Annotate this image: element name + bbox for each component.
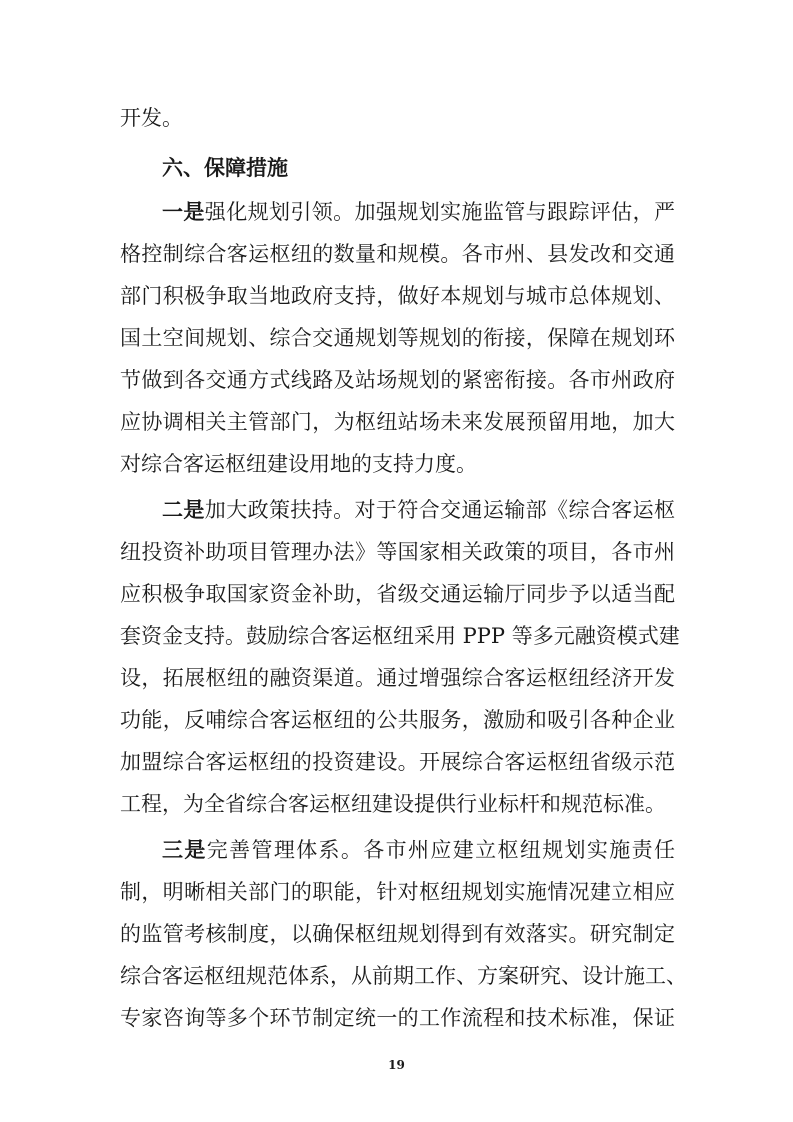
page-number: 19 <box>388 1058 405 1072</box>
paragraph-2-line-2: 纽投资补助项目管理办法》等国家相关政策的项目，各市州 <box>120 540 675 564</box>
paragraph-1-line-6: 应协调相关主管部门，为枢纽站场未来发展预留用地，加大 <box>120 410 675 434</box>
paragraph-1-line-7: 对综合客运枢纽建设用地的支持力度。 <box>120 452 477 476</box>
paragraph-1-line-1: 一是强化规划引领。加强规划实施监管与跟踪评估，严 <box>162 200 676 224</box>
paragraph-1-line-2: 格控制综合客运枢纽的数量和规模。各市州、县发改和交通 <box>120 242 675 266</box>
paragraph-3-line-5: 专家咨询等多个环节制定统一的工作流程和技术标准，保证 <box>120 1006 675 1030</box>
paragraph-1-line-4: 国土空间规划、综合交通规划等规划的衔接，保障在规划环 <box>120 326 675 350</box>
paragraph-1-line-3: 部门积极争取当地政府支持，做好本规划与城市总体规划、 <box>120 284 675 308</box>
paragraph-2-line-7: 加盟综合客运枢纽的投资建设。开展综合客运枢纽省级示范 <box>120 750 675 774</box>
intro-tail-text: 开发。 <box>120 106 183 130</box>
paragraph-3-line-1: 三是完善管理体系。各市州应建立枢纽规划实施责任 <box>162 838 676 862</box>
paragraph-1-line-5: 节做到各交通方式线路及站场规划的紧密衔接。各市州政府 <box>120 368 675 392</box>
paragraph-1-lead: 一是 <box>162 200 205 224</box>
paragraph-3-line-3: 的监管考核制度，以确保枢纽规划得到有效落实。研究制定 <box>120 922 675 946</box>
paragraph-2-line-1: 二是加大政策扶持。对于符合交通运输部《综合客运枢 <box>162 498 676 522</box>
paragraph-2-line-6: 功能，反哺综合客运枢纽的公共服务，激励和吸引各种企业 <box>120 708 675 732</box>
paragraph-2-line-3: 应积极争取国家资金补助，省级交通运输厅同步予以适当配 <box>120 582 675 606</box>
paragraph-3-line-4: 综合客运枢纽规范体系，从前期工作、方案研究、设计施工、 <box>120 964 687 988</box>
paragraph-2-line-4: 套资金支持。鼓励综合客运枢纽采用 PPP 等多元融资模式建 <box>120 624 680 648</box>
paragraph-2-lead: 二是 <box>162 498 205 522</box>
section-heading: 六、保障措施 <box>162 156 288 180</box>
paragraph-2-line-5: 设，拓展枢纽的融资渠道。通过增强综合客运枢纽经济开发 <box>120 666 675 690</box>
paragraph-2-line-8: 工程，为全省综合客运枢纽建设提供行业标杆和规范标准。 <box>120 792 666 816</box>
paragraph-3-lead: 三是 <box>162 838 207 862</box>
paragraph-3-line-2: 制，明晰相关部门的职能，针对枢纽规划实施情况建立相应 <box>120 880 675 904</box>
